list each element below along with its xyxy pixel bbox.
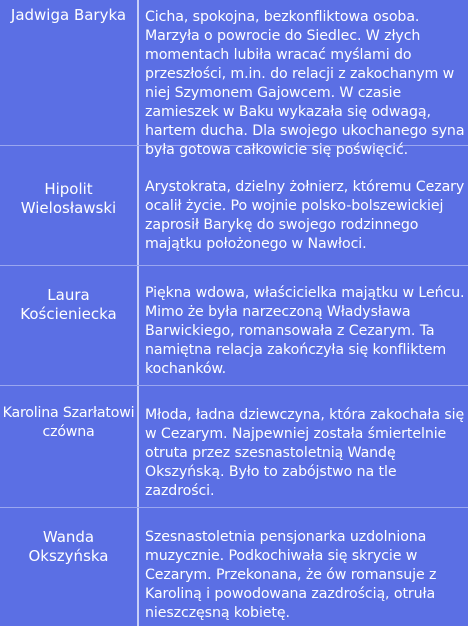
character-description: Szesnastoletnia pensjonarka uzdolniona muzycznie. Podkochiwała się skrycie w Cezarym. Przekonana, że ów romansuje z Karoliną i powodowana zazdrością, otruła nieszczęsną kobietę.: [145, 529, 437, 621]
character-name: Wanda Okszyńska: [0, 508, 139, 626]
character-name: Laura Kościeniecka: [0, 266, 139, 385]
character-description: Młoda, ładna dziewczyna, która zakochała się w Cezarym. Najpewniej została śmiertelnie otruta przez szesnastoletnią Wandę Okszyńską. Było to zabójstwo na tle zazdrości.: [145, 407, 465, 499]
character-name: Jadwiga Baryka: [0, 0, 139, 145]
character-description: Arystokrata, dzielny żołnierz, któremu Cezary ocalił życie. Po wojnie polsko-bolszewickiej zaprosił Barykę do swojego rodzinnego majątku położonego w Nawłoci.: [145, 179, 465, 252]
character-name: Karolina Szarłatowiczówna: [0, 386, 139, 507]
character-description: Cicha, spokojna, bezkonfliktowa osoba. Marzyła o powrocie do Siedlec. W złych momentach lubiła wracać myślami do przeszłości, m.in. do relacji z zakochanym w niej Szymonem Gajowcem. W czasie zamieszek w Baku wykazała się odwagą, hartem ducha. Dla swojego ukochanego syna była gotowa całkowicie się poświęcić.: [145, 9, 465, 158]
table-row: [0, 146, 468, 266]
table-row: [0, 508, 468, 626]
table-row: [0, 386, 468, 508]
character-name: Hipolit Wielosławski: [0, 146, 139, 265]
character-description: Piękna wdowa, właścicielka majątku w Leńcu. Mimo że była narzeczoną Władysława Barwickiego, romansowała z Cezarym. Ta namiętna relacja zakończyła się konfliktem kochanków.: [145, 285, 465, 377]
table-row: [0, 266, 468, 386]
table-row: [0, 0, 468, 158]
